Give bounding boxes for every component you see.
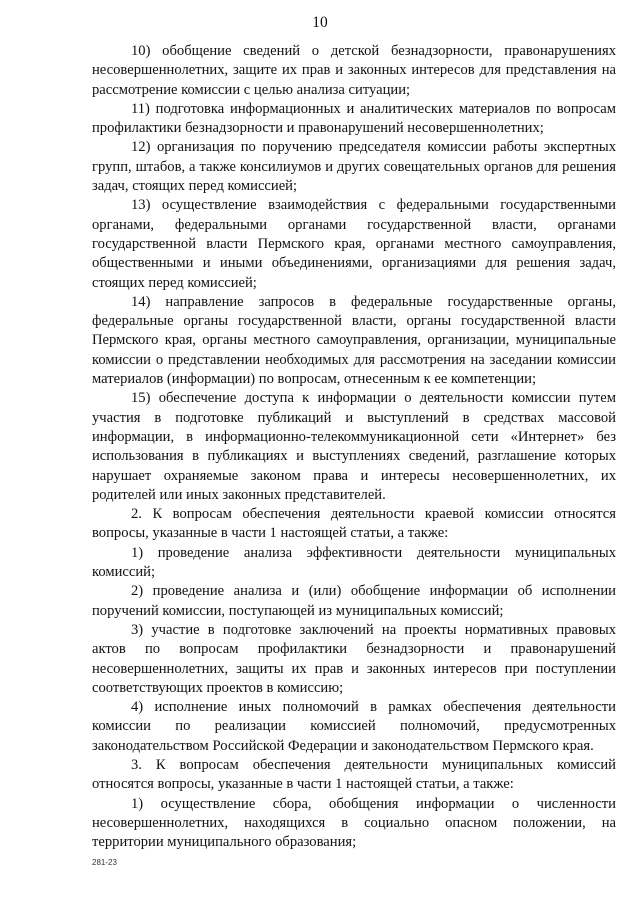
paragraph-item-13: 13) осуществление взаимодействия с федеральными государственными органами, федеральными органами государственной власти, органами государственной власти Пермского края, органами местного самоуправления, общественными и иными объединениями, организациями для решения задач, стоящих перед комиссией; <box>92 197 616 291</box>
paragraph-item-10: 10) обобщение сведений о детской безнадзорности, правонарушениях несовершеннолетних, защите их прав и законных интересов для представления на рассмотрение комиссии с целью анализа ситуации; <box>92 43 616 98</box>
paragraph-part-2-item-3: 3) участие в подготовке заключений на проекты нормативных правовых актов по вопросам профилактики безнадзорности и правонарушений несовершеннолетних, защиты их прав и законных интересов при поступлении соответствующих проектов в комиссию; <box>92 621 616 696</box>
paragraph-item-15: 15) обеспечение доступа к информации о деятельности комиссии путем участия в подготовке публикаций и выступлений в средствах массовой информации, в информационно-телекоммуникационной сети «Интернет» без использования в публикациях и выступлениях сведений, разглашение которых нарушает охраняемые законом права и интересы несовершеннолетних, их родителей или иных законных представителей. <box>92 390 616 503</box>
paragraph-part-2-item-4: 4) исполнение иных полномочий в рамках обеспечения деятельности комиссии по реализации комиссией полномочий, предусмотренных законодательством Российской Федерации и законодательством Пермского края. <box>92 699 616 754</box>
paragraph-part-3-intro: 3. К вопросам обеспечения деятельности муниципальных комиссий относятся вопросы, указанные в части 1 настоящей статьи, а также: <box>92 756 616 793</box>
paragraph-part-2-item-2: 2) проведение анализа и (или) обобщение информации об исполнении поручений комиссии, поступающей из муниципальных комиссий; <box>92 583 616 619</box>
document-body <box>92 42 616 852</box>
paragraph-part-3-item-1: 1) осуществление сбора, обобщения информации о численности несовершеннолетних, находящихся в социально опасном положении, на территории муниципального образования; <box>92 795 616 851</box>
footer-code: 281-23 <box>92 858 117 867</box>
page-number: 10 <box>312 14 328 31</box>
paragraph-part-2-intro: 2. К вопросам обеспечения деятельности краевой комиссии относятся вопросы, указанные в части 1 настоящей статьи, а также: <box>92 506 616 542</box>
paragraph-item-14: 14) направление запросов в федеральные государственные органы, федеральные органы государственной власти, органы государственной власти Пермского края, органы местного самоуправления, организации, муниципальные комиссии о представлении необходимых для рассмотрения на заседании комиссии материалов (информации) по вопросам, отнесенным к ее компетенции; <box>92 293 616 388</box>
paragraph-item-12: 12) организация по поручению председателя комиссии работы экспертных групп, штабов, а также консилиумов и других совещательных органов для решения задач, стоящих перед комиссией; <box>92 139 616 195</box>
paragraph-item-11: 11) подготовка информационных и аналитических материалов по вопросам профилактики безнадзорности и правонарушений несовершеннолетних; <box>92 100 616 137</box>
paragraph-part-2-item-1: 1) проведение анализа эффективности деятельности муниципальных комиссий; <box>92 544 616 581</box>
